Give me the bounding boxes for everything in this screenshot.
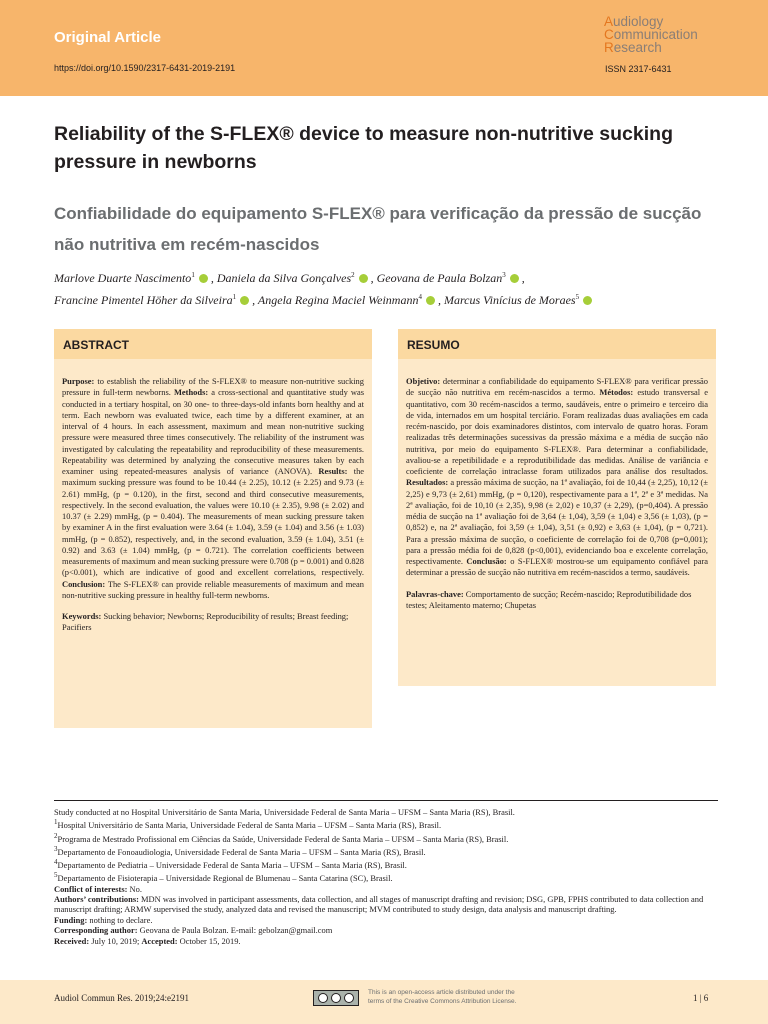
conflict-note: Conflict of interests: No. — [54, 883, 142, 894]
affiliation: $^1$Hospital Universitário de Santa Maria, Universidade Federal de Santa Maria – UFSM – Santa Maria (RS), Brasil. — [54, 818, 442, 831]
contributions-note: Authors’ contributions: MDN was involved in participant assessments, data collection, and all stages of manuscript drafting and revision; DSG, GPB, FPHS contributed to data collection and manuscript drafting; ARMW supervised the study, analyzed data and revised the manuscript; MVM contributed to study design, data analysis and manuscript drafting. — [54, 893, 704, 915]
author-list — [54, 266, 734, 310]
resumo-text: Objetivo: determinar a confiabilidade do equipamento S-FLEX® para verificar pressão de sucção não nutritiva em recém-nascidos a termo. Métodos: estudo transversal e quantitativo, com 30 recém-nascidos a termo, saudáveis, entre o primeiro e terceiro dia de vida, internados em um hospital terciário. Foram realizadas duas avaliações em cada recém-nascido, por dois examinadores distintos, com intervalo de quatro horas. Foram realizadas três determinações sucessivas da pressão máxima e a média de sucção não nutritiva, por meio do equipamento S-FLEX®. Para determinar a confiabilidade, avaliou-se a repetibilidade e a reprodutibilidade das medidas. Análise de variância e coeficiente de correlação intraclasse foram utilizados para análise dos resultados. Resultados: a pressão máxima de sucção, na 1ª avaliação, foi de 10,44 (± 2,25), 10,12 (± 2,25) e 9,73 (± 2,61) mmHg, (p = 0,120), respectivamente para a 1ª, 2ª e 3ª medidas. Na 2ª avaliação, foi de 10,10 (± 2,35), 9,98 (± 2,02) e 10,37 (± 2,29), (p=0,404). A pressão média de sucção na 1ª avaliação foi de 3,64 (± 1,04), 3,59 (± 1,04) e 3,56 (± 1,03), (p = 0,852) e, na 2ª avaliação, foi 3,59 (± 1,04), 3,51 (± 0,92) e 3,63 (± 1,04), (p = 0,721). Para a pressão máxima de sucção, o coeficiente de correlação foi de 0,708 (p=0,001); para a pressão média foi de 0,828 (p<0,001), evidenciando boa e excelente correlação, respectivamente. Conclusão: o S-FLEX® mostrou-se um equipamento confiável para determinar a pressão de sucção não nutritiva em recém-nascidos a termo, saudáveis. — [406, 376, 709, 578]
resumo-heading: RESUMO — [398, 329, 716, 359]
study-note: Study conducted at no Hospital Universitário de Santa Maria, Universidade Federal de Santa Maria – UFSM – Santa Maria (RS), Brasil. — [54, 807, 515, 817]
author: Daniela da Silva Gonçalves$^2$ , — [216, 271, 374, 285]
affiliation: $^3$Departamento de Fonoaudiologia, Universidade Federal de Santa Maria – UFSM – Santa Maria (RS), Brasil. — [54, 844, 426, 857]
abstract-text: Purpose: to establish the reliability of the S-FLEX® to measure non-nutritive sucking pressure in full-term newborns. Methods: a cross-sectional and quantitative study was conducted in a tertiary hospital, on 30 one- to three-days-old infants born healthy and at term. Each newborn was evaluated twice, each time by a different examiner, at an interval of 4 hours. In each assessment, maximum and mean non-nutritive sucking pressure were measured three times consecutively. The reliability of the instrument was investigated by calculating the repeatability and reproducibility of these measurements. Repeatability was determined by analyzing the consecutive measures taken by each examiner using repeated-measures analysis of variance (ANOVA). Results: the maximum sucking pressure was found to be 10.44 (± 2.25), 10.12 (± 2.25) and 9.73 (± 2.61) mmHg, (p = 0.120), in the first, second and third consecutive measurements, respectively. In the second evaluation, the values were 10.10 (± 2.35), 9.98 (± 2.02) and 10.37 (± 2.29) mmHg, (p = 0.404). The measurements of mean sucking pressure taken by examiner A in the first evaluation were 3.64 (± 1.04), 3.59 (± 1.04) and 3.56 (± 1.03) mmHg, (p = 0.852), respectively, and, in the second evaluation, 3.59 (± 1.04), 3.51 (± 0.92) and 3.63 (± 1.04) mmHg, (p = 0.721). The correlation coefficients between measurements of maximum and mean sucking pressure were 0.708 (p = 0.001) and 0.828 (p<0.001), which are indicative of good and excellent correlations, respectively. Conclusion: The S-FLEX® can provide reliable measurements of maximum and mean non-nutritive sucking pressure in healthy full-term newborns. — [62, 376, 365, 600]
orcid-icon[interactable] — [583, 296, 592, 305]
dates-note: Received: July 10, 2019; Accepted: October 15, 2019. — [54, 935, 241, 946]
orcid-icon[interactable] — [240, 296, 249, 305]
affiliation: $^2$Programa de Mestrado Profissional em Ciências da Saúde, Universidade Federal de Santa Maria – UFSM – Santa Maria (RS), Brasil. — [54, 831, 509, 844]
article-type: Original Article — [54, 29, 161, 46]
orcid-icon[interactable] — [199, 274, 208, 283]
cc-license-icon[interactable] — [313, 990, 359, 1006]
orcid-icon[interactable] — [426, 296, 435, 305]
affiliation: $^4$Departamento de Pediatria – Universidade Federal de Santa Maria – UFSM – Santa Maria (RS), Brasil. — [54, 858, 407, 870]
abstract-heading: ABSTRACT — [54, 329, 372, 359]
author: Francine Pimentel Höher da Silveira$^1$ , — [54, 293, 256, 307]
resumo-keywords: Palavras-chave: Comportamento de sucção; Recém-nascido; Reprodutibilidade dos testes; Aleitamento materno; Chupetas — [406, 588, 692, 610]
funding-note: Funding: nothing to declare. — [54, 914, 153, 925]
abstract-keywords: Keywords: Sucking behavior; Newborns; Reproducibility of results; Breast feeding; Pacifiers — [62, 611, 349, 633]
corresponding-author: Corresponding author: Geovana de Paula Bolzan. E-mail: gebolzan@gmail.com — [54, 925, 333, 936]
license-text: This is an open-access article distributed under the terms of the Creative Commons Attribution License. — [368, 989, 517, 1005]
page-number: 1 | 6 — [693, 993, 709, 1003]
article-notes — [54, 800, 718, 946]
title-english: Reliability of the S-FLEX® device to measure non-nutritive sucking pressure in newborns — [54, 123, 673, 173]
citation: Audiol Commun Res. 2019;24:e2191 — [54, 993, 189, 1003]
title-portuguese: Confiabilidade do equipamento S-FLEX® para verificação da pressão de sucção não nutritiva em recém-nascidos — [54, 204, 702, 254]
abstract-box — [54, 329, 372, 728]
author: Geovana de Paula Bolzan$^3$ , — [376, 271, 525, 285]
issn: ISSN 2317-6431 — [605, 64, 672, 74]
author: Angela Regina Maciel Weinmann$^4$ , — [257, 293, 441, 307]
author: Marcus Vinícius de Moraes$^5$ — [444, 293, 595, 307]
orcid-icon[interactable] — [510, 274, 519, 283]
resumo-box — [398, 329, 716, 686]
journal-logo: Audiology Communication Research — [604, 14, 698, 55]
affiliation: $^5$Departamento de Fisioterapia – Universidade Regional de Blumenau – Santa Catarina (SC), Brasil. — [54, 871, 393, 884]
doi-link[interactable]: https://doi.org/10.1590/2317-6431-2019-2191 — [54, 63, 236, 73]
author: Marlove Duarte Nascimento$^1$ , — [54, 271, 214, 285]
orcid-icon[interactable] — [359, 274, 368, 283]
